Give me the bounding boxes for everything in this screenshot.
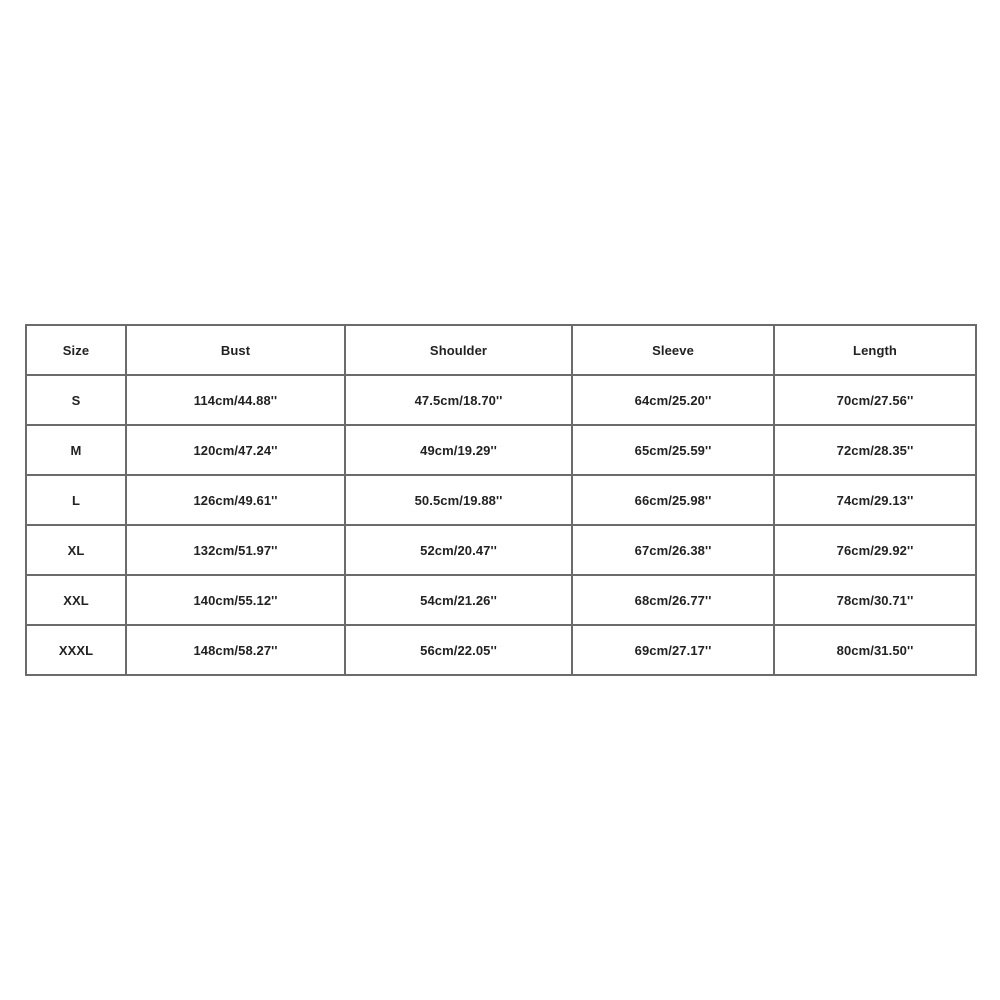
header-shoulder: Shoulder <box>345 325 572 375</box>
cell-bust: 126cm/49.61'' <box>126 475 345 525</box>
cell-bust: 132cm/51.97'' <box>126 525 345 575</box>
table-row <box>26 625 976 675</box>
table-row <box>26 525 976 575</box>
header-size: Size <box>26 325 126 375</box>
cell-bust: 114cm/44.88'' <box>126 375 345 425</box>
cell-shoulder: 50.5cm/19.88'' <box>345 475 572 525</box>
cell-length: 78cm/30.71'' <box>774 575 976 625</box>
cell-sleeve: 68cm/26.77'' <box>572 575 774 625</box>
cell-shoulder: 54cm/21.26'' <box>345 575 572 625</box>
table-row <box>26 475 976 525</box>
cell-sleeve: 65cm/25.59'' <box>572 425 774 475</box>
cell-bust: 140cm/55.12'' <box>126 575 345 625</box>
cell-length: 80cm/31.50'' <box>774 625 976 675</box>
cell-shoulder: 49cm/19.29'' <box>345 425 572 475</box>
cell-sleeve: 67cm/26.38'' <box>572 525 774 575</box>
cell-length: 76cm/29.92'' <box>774 525 976 575</box>
cell-length: 72cm/28.35'' <box>774 425 976 475</box>
table-row <box>26 375 976 425</box>
cell-shoulder: 52cm/20.47'' <box>345 525 572 575</box>
cell-size: XXL <box>26 575 126 625</box>
cell-size: S <box>26 375 126 425</box>
cell-bust: 148cm/58.27'' <box>126 625 345 675</box>
cell-sleeve: 69cm/27.17'' <box>572 625 774 675</box>
table-row <box>26 575 976 625</box>
cell-shoulder: 47.5cm/18.70'' <box>345 375 572 425</box>
table-row <box>26 425 976 475</box>
cell-bust: 120cm/47.24'' <box>126 425 345 475</box>
cell-size: XXXL <box>26 625 126 675</box>
cell-sleeve: 64cm/25.20'' <box>572 375 774 425</box>
cell-length: 74cm/29.13'' <box>774 475 976 525</box>
cell-size: XL <box>26 525 126 575</box>
cell-length: 70cm/27.56'' <box>774 375 976 425</box>
table-header-row <box>26 325 976 375</box>
cell-shoulder: 56cm/22.05'' <box>345 625 572 675</box>
size-chart-table <box>25 324 977 676</box>
header-sleeve: Sleeve <box>572 325 774 375</box>
header-bust: Bust <box>126 325 345 375</box>
header-length: Length <box>774 325 976 375</box>
cell-size: M <box>26 425 126 475</box>
cell-size: L <box>26 475 126 525</box>
cell-sleeve: 66cm/25.98'' <box>572 475 774 525</box>
